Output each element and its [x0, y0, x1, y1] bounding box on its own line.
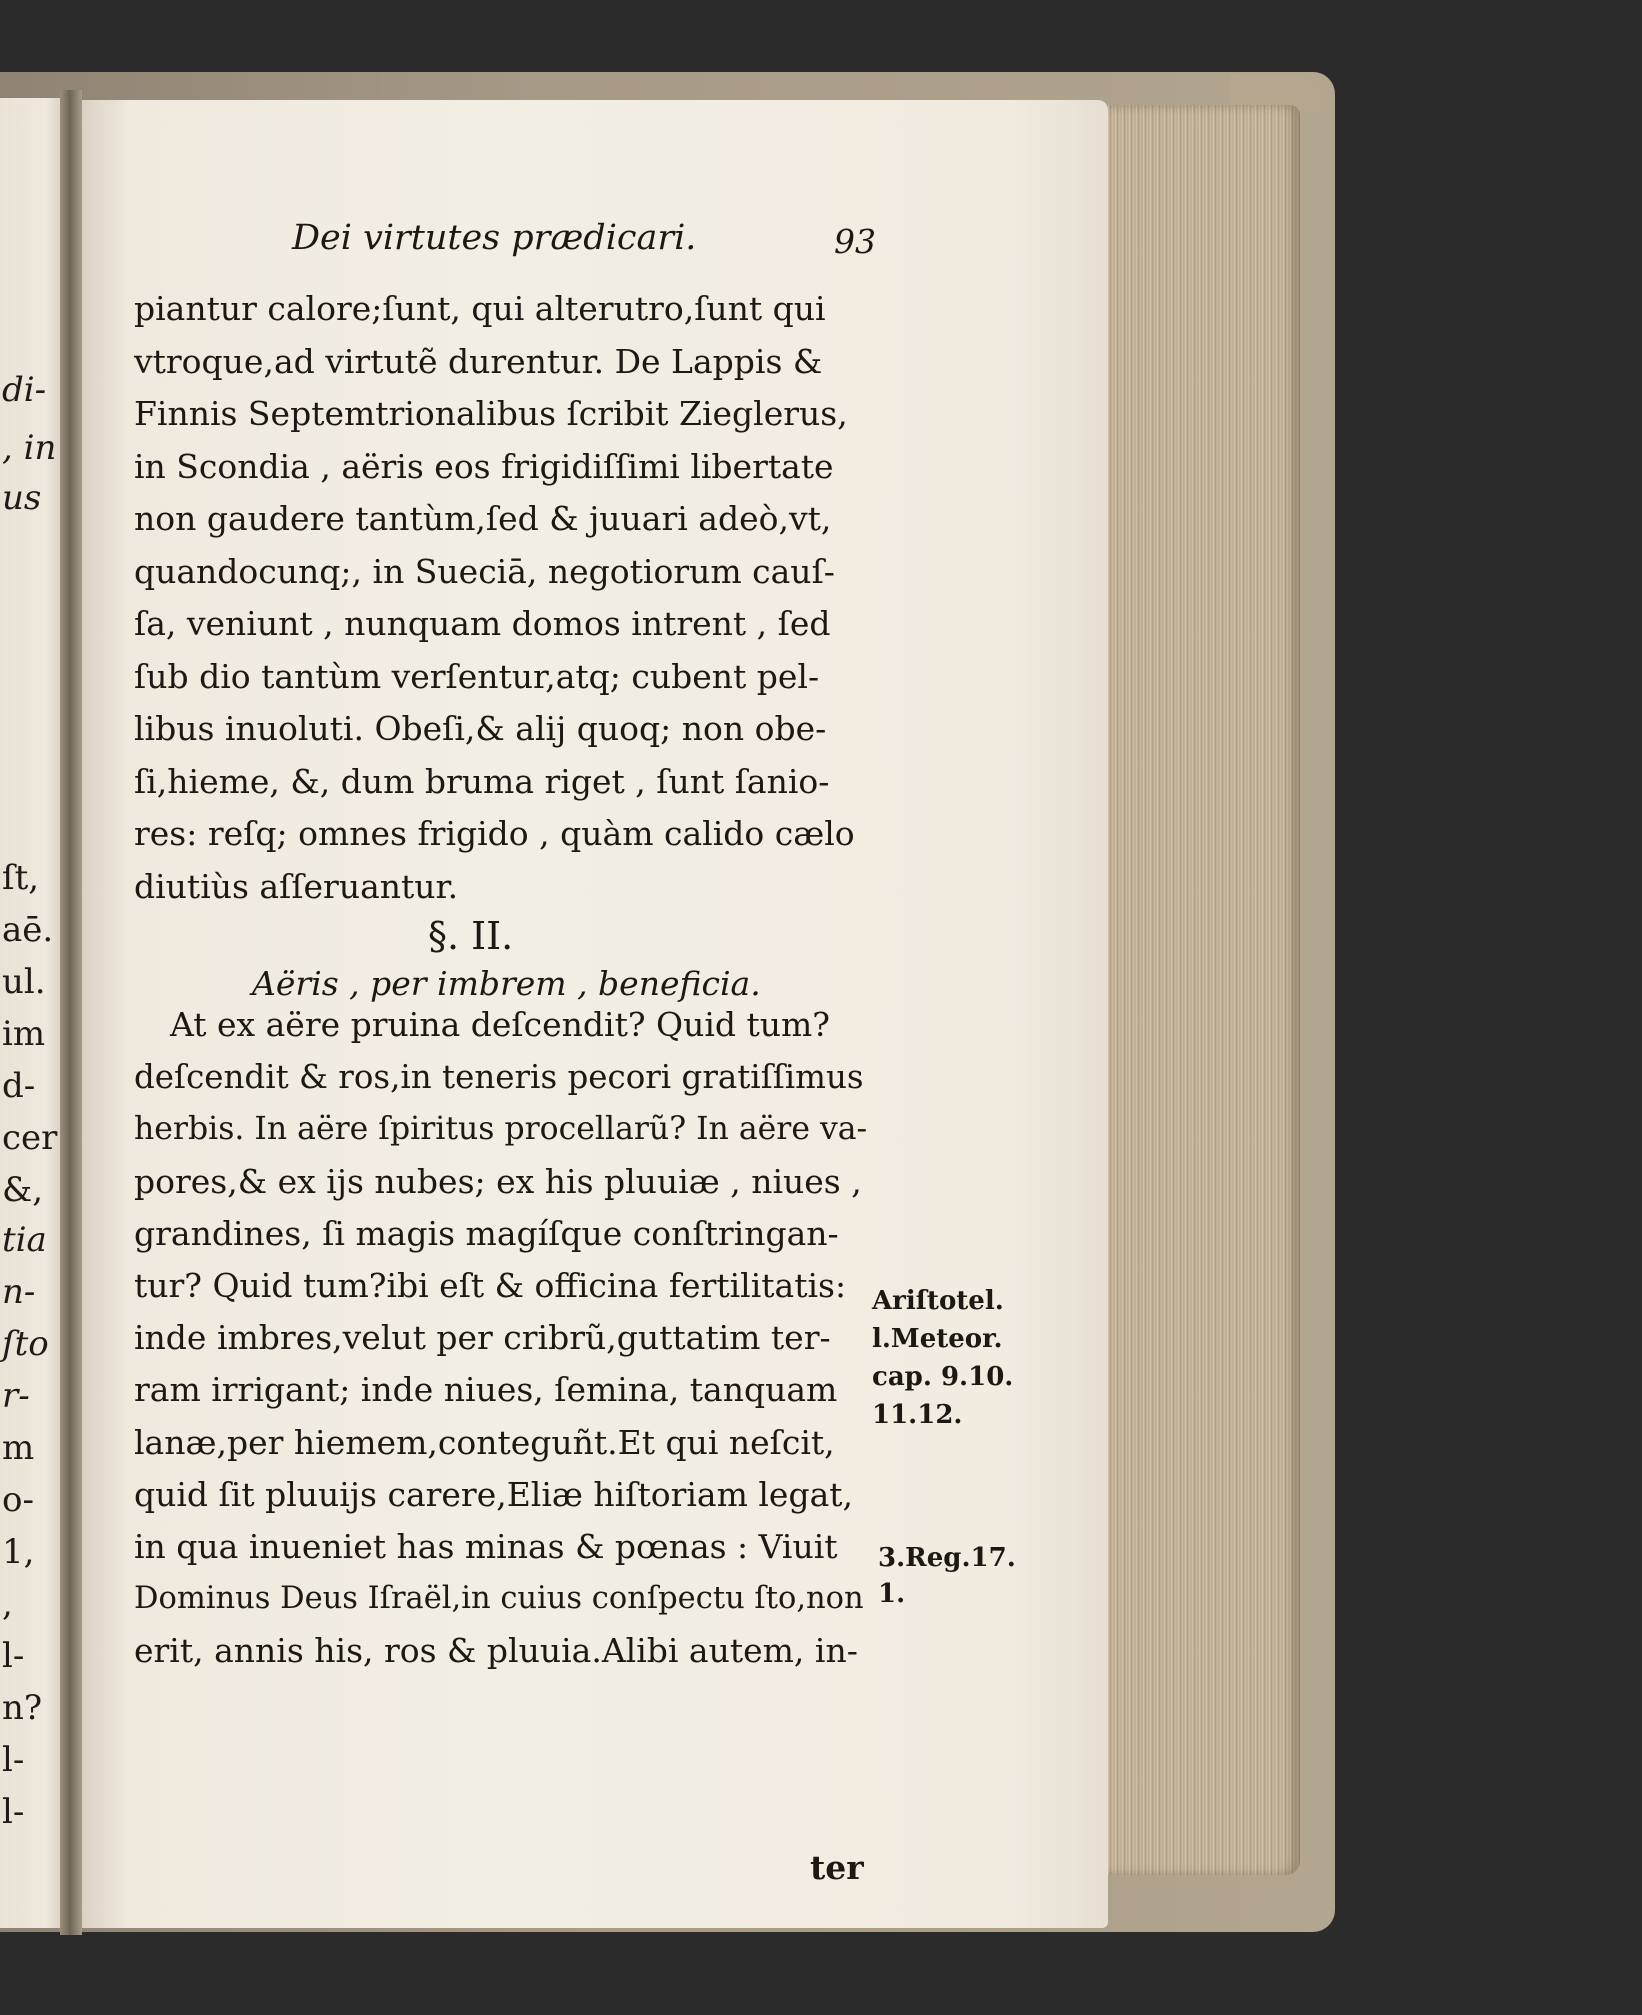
- text-line: piantur calore;ſunt, qui alterutro,ſunt qui: [134, 289, 826, 328]
- text-line: ram irrigant; inde niues, ſemina, tanquam: [134, 1370, 838, 1410]
- left-fragment: cer: [2, 1118, 58, 1158]
- left-fragment: us: [2, 478, 42, 518]
- page-number: 93: [834, 222, 876, 261]
- text-line: diutiùs aſſeruantur.: [134, 866, 459, 906]
- text-line: non gaudere tantùm,ſed & juuari adeò,vt,: [134, 499, 832, 538]
- left-fragment: im: [2, 1014, 46, 1054]
- margin-note-line: cap. 9.10.: [872, 1362, 1014, 1392]
- text-line: erit, annis his, ros & pluuia.Alibi autem, in-: [134, 1631, 858, 1671]
- margin-note-line: l.Meteor.: [872, 1324, 1003, 1354]
- text-line: quandocunq;, in Sueciā, negotiorum cauſ-: [134, 551, 835, 591]
- margin-note-line: Ariſtotel.: [872, 1286, 1004, 1316]
- text-line: lanæ,per hiemem,conteguñt.Et qui neſcit,: [134, 1422, 835, 1462]
- left-fragment: , in: [2, 428, 57, 468]
- section-title: Aëris , per imbrem , beneficia.: [252, 964, 761, 1003]
- left-fragment: l-: [2, 1636, 25, 1676]
- left-fragment: ul.: [2, 962, 46, 1002]
- left-fragment: ſto: [2, 1324, 49, 1364]
- left-fragment: n-: [2, 1272, 36, 1312]
- text-line: quid ſit pluuijs carere,Eliæ hiſtoriam legat,: [134, 1474, 853, 1514]
- left-fragment: n?: [2, 1688, 43, 1728]
- text-line: res: reſq; omnes frigido , quàm calido cælo: [134, 814, 855, 853]
- left-fragment: l-: [2, 1740, 25, 1780]
- left-fragment: d-: [2, 1066, 36, 1106]
- left-fragment: &,: [2, 1170, 44, 1210]
- margin-note-aristotle: [872, 1282, 1013, 1434]
- text-line: ſa, veniunt , nunquam domos intrent , ſed: [134, 604, 831, 643]
- left-fragment: ,: [2, 1584, 13, 1624]
- text-line: deſcendit & ros,in teneris pecori gratiſſimus: [134, 1058, 864, 1097]
- left-fragment: m: [2, 1428, 35, 1468]
- margin-note-reg: [878, 1540, 1016, 1612]
- text-line: vtroque,ad virtutẽ durentur. De Lappis &: [134, 341, 823, 381]
- left-fragment: di-: [2, 370, 47, 410]
- left-fragment: tia: [2, 1220, 47, 1260]
- text-line: Dominus Deus Iſraël,in cuius conſpectu ſto,non: [134, 1581, 864, 1617]
- left-fragment: ſt,: [2, 858, 40, 898]
- text-line: inde imbres,velut per cribrũ,guttatim ter-: [134, 1318, 831, 1358]
- left-fragment: o-: [2, 1480, 34, 1520]
- text-line: ſub dio tantùm verſentur,atq; cubent pel-: [134, 656, 820, 696]
- text-line: in qua inueniet has minas & pœnas : Viuit: [134, 1527, 838, 1566]
- margin-note-line: 11.12.: [872, 1400, 963, 1430]
- catchword: ter: [810, 1848, 864, 1887]
- text-line: libus inuoluti. Obeſi,& alij quoq; non obe-: [134, 709, 827, 748]
- text-line: in Scondia , aëris eos frigidiſſimi libertate: [134, 446, 834, 486]
- text-line: Finnis Septemtrionalibus ſcribit Zieglerus,: [134, 394, 848, 433]
- text-line: ſi,hieme, &, dum bruma riget , ſunt ſanio-: [134, 761, 830, 801]
- text-line: pores,& ex ijs nubes; ex his pluuiæ , niues ,: [134, 1161, 862, 1201]
- text-line: herbis. In aëre ſpiritus procellarũ? In aëre va-: [134, 1111, 868, 1148]
- margin-note-line: 3.Reg.17.: [878, 1543, 1016, 1573]
- section-number: §. II.: [428, 914, 514, 958]
- left-fragment: l-: [2, 1792, 25, 1832]
- left-fragment: aē.: [2, 910, 54, 950]
- left-fragment: 1,: [2, 1532, 35, 1572]
- text-line: grandines, ſi magis magíſque conſtringan-: [134, 1213, 839, 1253]
- text-line: At ex aëre pruina deſcendit? Quid tum?: [170, 1005, 830, 1044]
- running-head: Dei virtutes prædicari.: [292, 218, 697, 258]
- left-fragment: r-: [2, 1376, 30, 1416]
- text-line: tur? Quid tum?ibi eſt & officina fertilitatis:: [134, 1266, 847, 1305]
- margin-note-line: 1.: [878, 1579, 906, 1609]
